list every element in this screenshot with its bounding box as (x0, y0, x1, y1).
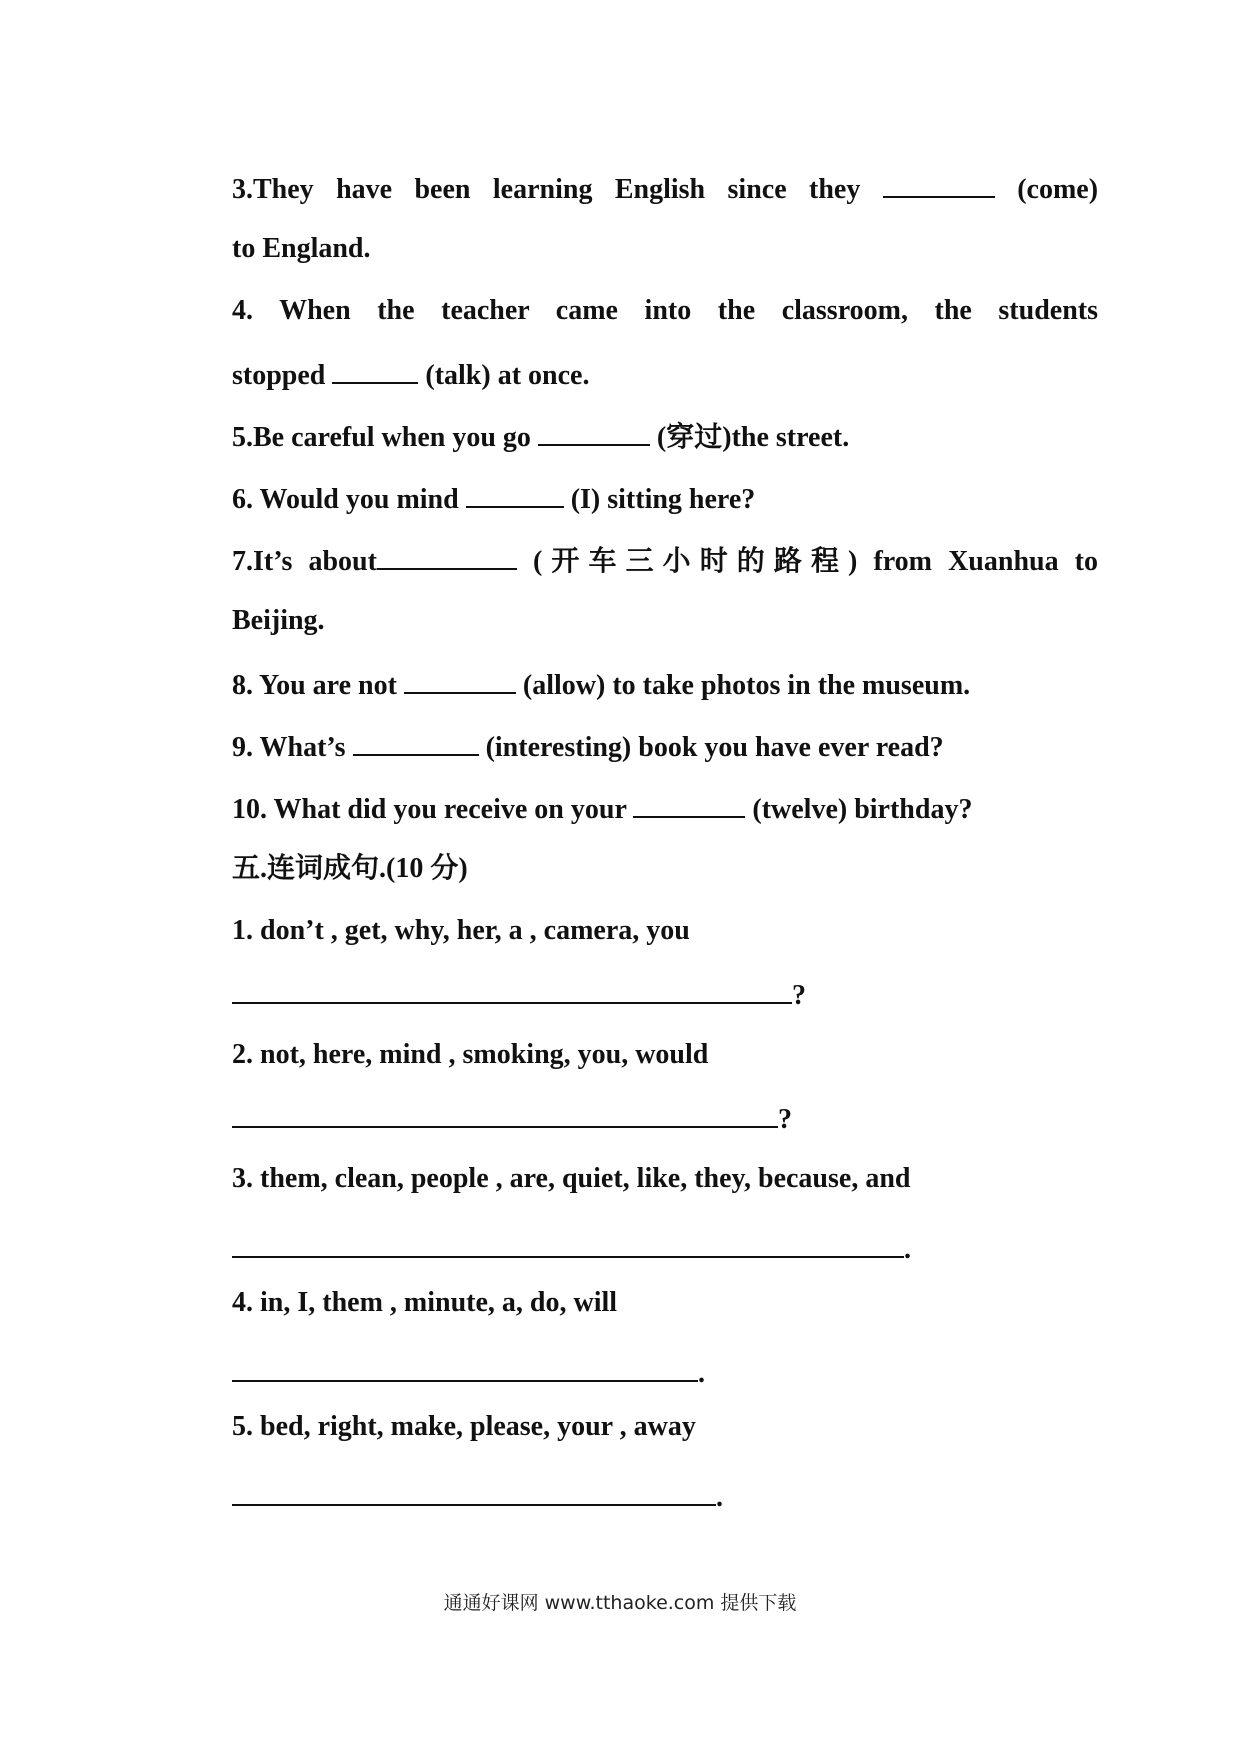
reorder-item-3-words: 3. them, clean, people , are, quiet, like, they, because, and (232, 1163, 911, 1194)
section-5-heading: 五.连词成句.(10 分) (232, 853, 468, 884)
question-4-blank[interactable] (332, 356, 418, 384)
reorder-item-5-end-mark: . (716, 1482, 723, 1513)
question-7-prefix: 7.It’s about (232, 546, 377, 577)
question-10-suffix: (twelve) birthday? (752, 794, 973, 825)
reorder-item-4-end-mark: . (698, 1358, 705, 1389)
question-6-suffix: (I) sitting here? (570, 484, 756, 515)
footer-source-note: 通通好课网 www.tthaoke.com 提供下载 (443, 1592, 797, 1614)
reorder-item-4-words: 4. in, I, them , minute, a, do, will (232, 1287, 618, 1318)
question-4-prefix: stopped (232, 360, 326, 391)
reorder-item-1-words: 1. don’t , get, why, her, a , camera, you (232, 915, 690, 946)
reorder-item-5-words: 5. bed, right, make, please, your , away (232, 1411, 696, 1442)
reorder-item-2-words: 2. not, here, mind , smoking, you, would (232, 1039, 709, 1070)
question-3-prefix: 3.They have been learning English since they (232, 174, 861, 205)
reorder-item-4-answer (232, 1354, 705, 1391)
reorder-item-5-answer (232, 1478, 723, 1515)
question-3-blank[interactable] (883, 170, 995, 198)
reorder-item-1-end-mark: ? (792, 980, 806, 1011)
question-5-blank[interactable] (538, 418, 650, 446)
question-6-prefix: 6. Would you mind (232, 484, 459, 515)
question-8-line (232, 666, 970, 703)
question-6-blank[interactable] (466, 480, 564, 508)
question-8-suffix: (allow) to take photos in the museum. (522, 670, 971, 701)
reorder-item-3-answer (232, 1230, 911, 1267)
reorder-item-2-answer-blank[interactable] (232, 1100, 778, 1128)
reorder-item-4-answer-blank[interactable] (232, 1354, 698, 1382)
question-10-blank[interactable] (633, 790, 745, 818)
question-9-line (232, 728, 944, 765)
question-10-prefix: 10. What did you receive on your (232, 794, 627, 825)
question-3-hint: (come) (1017, 174, 1099, 205)
reorder-item-2-answer (232, 1100, 792, 1137)
question-9-prefix: 9. What’s (232, 732, 346, 763)
question-4-line-1 (232, 294, 1098, 328)
question-4-first-line: 4. When the teacher came into the classroom, the students (232, 295, 1098, 326)
question-4-suffix: (talk) at once. (425, 360, 590, 391)
question-5-line (232, 418, 849, 455)
question-6-line (232, 480, 755, 517)
question-7-line-2 (232, 604, 325, 638)
question-3-line-1 (232, 170, 1098, 207)
question-7-line-1 (232, 542, 1098, 579)
question-9-suffix: (interesting) book you have ever read? (485, 732, 944, 763)
question-9-blank[interactable] (353, 728, 479, 756)
question-7-hint: (开车三小时的路程) from Xuanhua to (533, 546, 1098, 577)
reorder-item-3-end-mark: . (904, 1234, 911, 1265)
question-10-line (232, 790, 972, 827)
question-3-line-2 (232, 232, 371, 266)
question-7-blank[interactable] (377, 542, 517, 570)
reorder-item-2-end-mark: ? (778, 1104, 792, 1135)
reorder-item-1-answer-blank[interactable] (232, 976, 792, 1004)
reorder-item-5-answer-blank[interactable] (232, 1478, 716, 1506)
question-8-blank[interactable] (404, 666, 516, 694)
question-8-prefix: 8. You are not (232, 670, 397, 701)
reorder-item-1-answer (232, 976, 806, 1013)
question-4-line-2 (232, 356, 589, 393)
question-5-prefix: 5.Be careful when you go (232, 422, 531, 453)
question-7-continuation: Beijing. (232, 605, 325, 636)
question-3-continuation: to England. (232, 233, 371, 264)
question-5-suffix: (穿过)the street. (656, 422, 850, 453)
reorder-item-3-answer-blank[interactable] (232, 1230, 904, 1258)
